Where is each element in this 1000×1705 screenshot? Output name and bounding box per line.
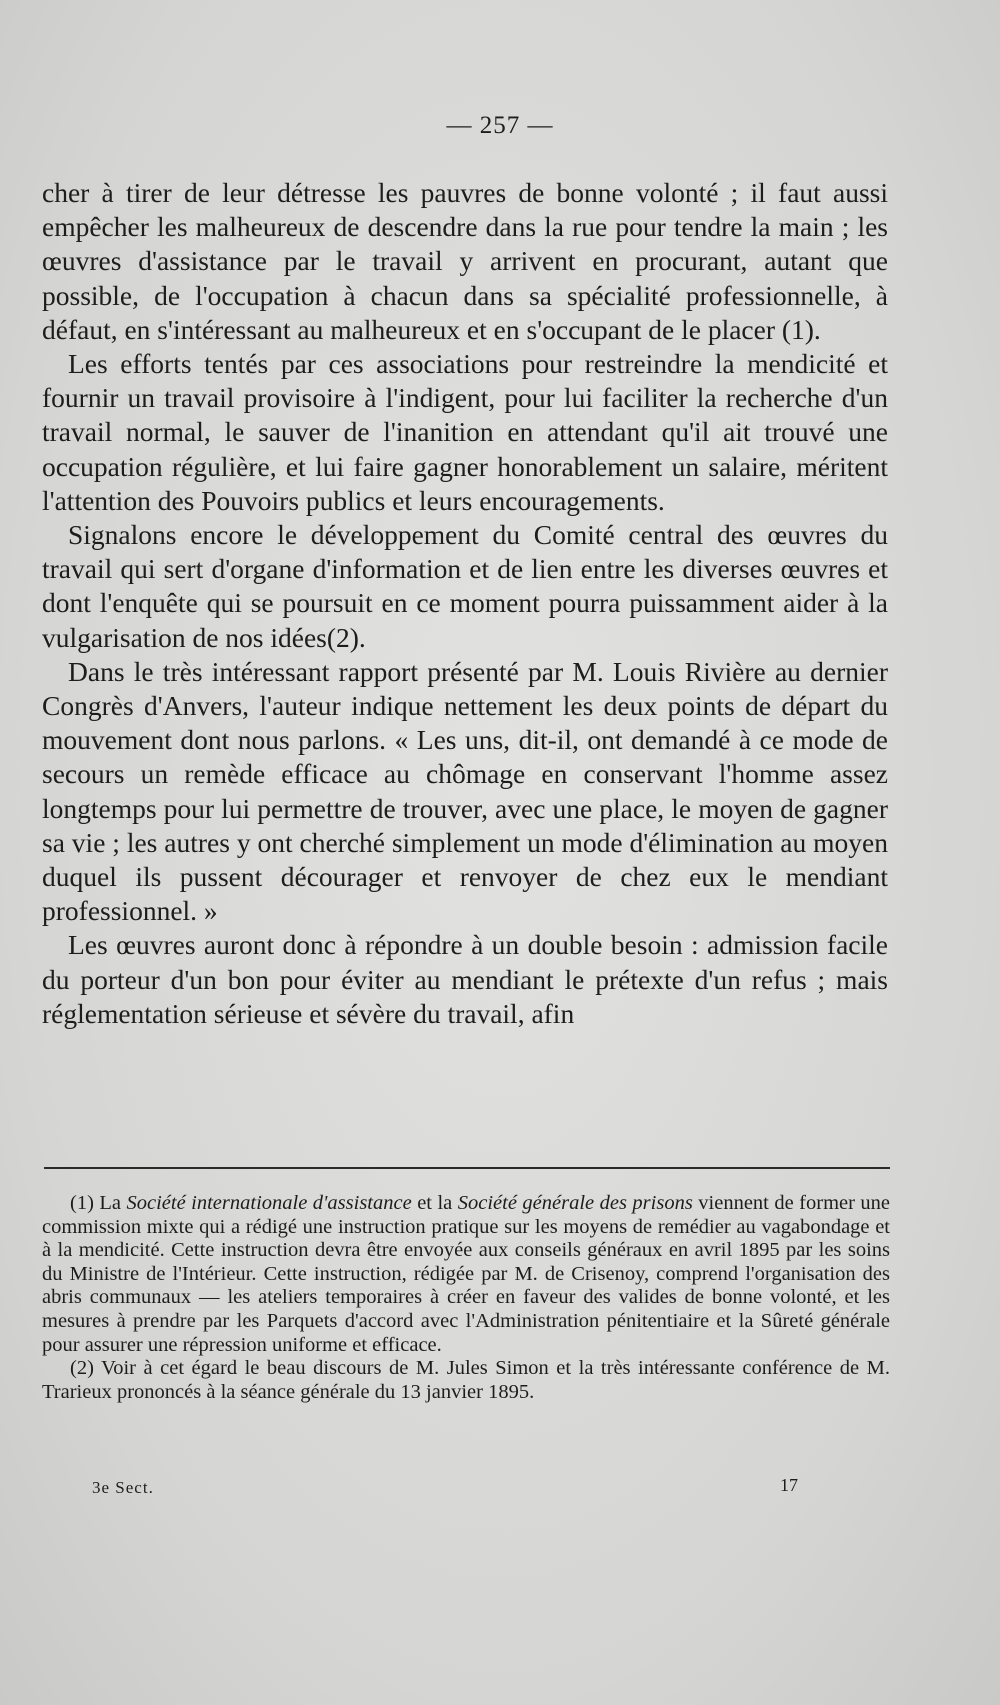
sheet-number: 17 [780, 1475, 798, 1495]
footnote-1-marker: (1) [70, 1192, 94, 1214]
footnote-1-text-c: viennent de former une commission mixte qui a rédigé une instruction pratique sur les moyens de remédier au vagabondage et à la mendicité. Cette instruction devra être envoyée aux conseils généraux en avril 1895 par les soins du Ministre de l'Intérieur. Cette instruction, rédigée par M. de Crisenoy, comprend l'organisation des abris communaux — les ateliers temporaires à créer en faveur des valides de bonne volonté, et les mesures à prendre par les Parquets d'accord avec l'Administration pénitentiaire et la Sûreté générale pour assurer une répression uniforme et efficace. [42, 1192, 891, 1356]
footnote-1-text-a: La [99, 1192, 122, 1214]
paragraph-2: Les efforts tentés par ces associations pour restreindre la mendicité et fournir un travail provisoire à l'indigent, pour lui faciliter la recherche d'un travail normal, le sauver de l'inanition en attendant qu'il ait trouvé une occupation régulière, et lui faire gagner honorablement un salaire, méritent l'attention des Pouvoirs publics et leurs encouragements. [42, 348, 888, 516]
footnote-1-italic-a: Société internationale d'assistance [126, 1192, 412, 1214]
footnote-1 [42, 1192, 890, 1357]
paragraph-4: Dans le très intéressant rapport présenté par M. Louis Rivière au dernier Congrès d'Anvers, l'auteur indique nettement les deux points de départ du mouvement dont nous parlons. « Les uns, dit-il, ont demandé à ce mode de secours un remède efficace au chômage en conservant l'homme assez longtemps pour lui permettre de trouver, avec une place, le moyen de gagner sa vie ; les autres y ont cherché simplement un mode d'élimination au moyen duquel ils pussent décourager et renvoyer de chez eux le mendiant professionnel. » [42, 655, 888, 927]
footnote-2-marker: (2) [70, 1357, 94, 1380]
footnote-1-text-b: et la [417, 1192, 453, 1214]
footnote-2-text: Voir à cet égard le beau discours de M. Jules Simon et la très intéressante conférence de M. Trarieux prononcés à la séance générale du 13 janvier 1895. [42, 1357, 890, 1403]
paragraph-1: cher à tirer de leur détresse les pauvres de bonne volonté ; il faut aussi empêcher les malheureux de descendre dans la rue pour tendre la main ; les œuvres d'assistance par le travail y arrivent en procurant, autant que possible, de l'occupation à chacun dans sa spécialité professionnelle, à défaut, en s'intéressant au malheureux et en s'occupant de le placer (1). [42, 177, 888, 345]
paragraph-5: Les œuvres auront donc à répondre à un double besoin : admission facile du porteur d'un bon pour éviter au mendiant le prétexte d'un refus ; mais réglementation sérieuse et sévère du travail, afin [42, 929, 888, 1029]
page-number-header: — 257 — [446, 112, 554, 139]
footnote-2 [42, 1357, 890, 1404]
main-text [42, 176, 888, 1031]
footnote-1-italic-b: Société générale des prisons [457, 1192, 693, 1214]
paragraph-3: Signalons encore le développement du Comité central des œuvres du travail qui sert d'organe d'information et de lien entre les diverses œuvres et dont l'enquête qui se poursuit en ce moment pourra puissamment aider à la vulgarisation de nos idées(2). [42, 519, 888, 653]
signature-mark: 3e Sect. [92, 1478, 154, 1497]
footnotes [42, 1192, 890, 1404]
footnote-separator [44, 1167, 890, 1169]
